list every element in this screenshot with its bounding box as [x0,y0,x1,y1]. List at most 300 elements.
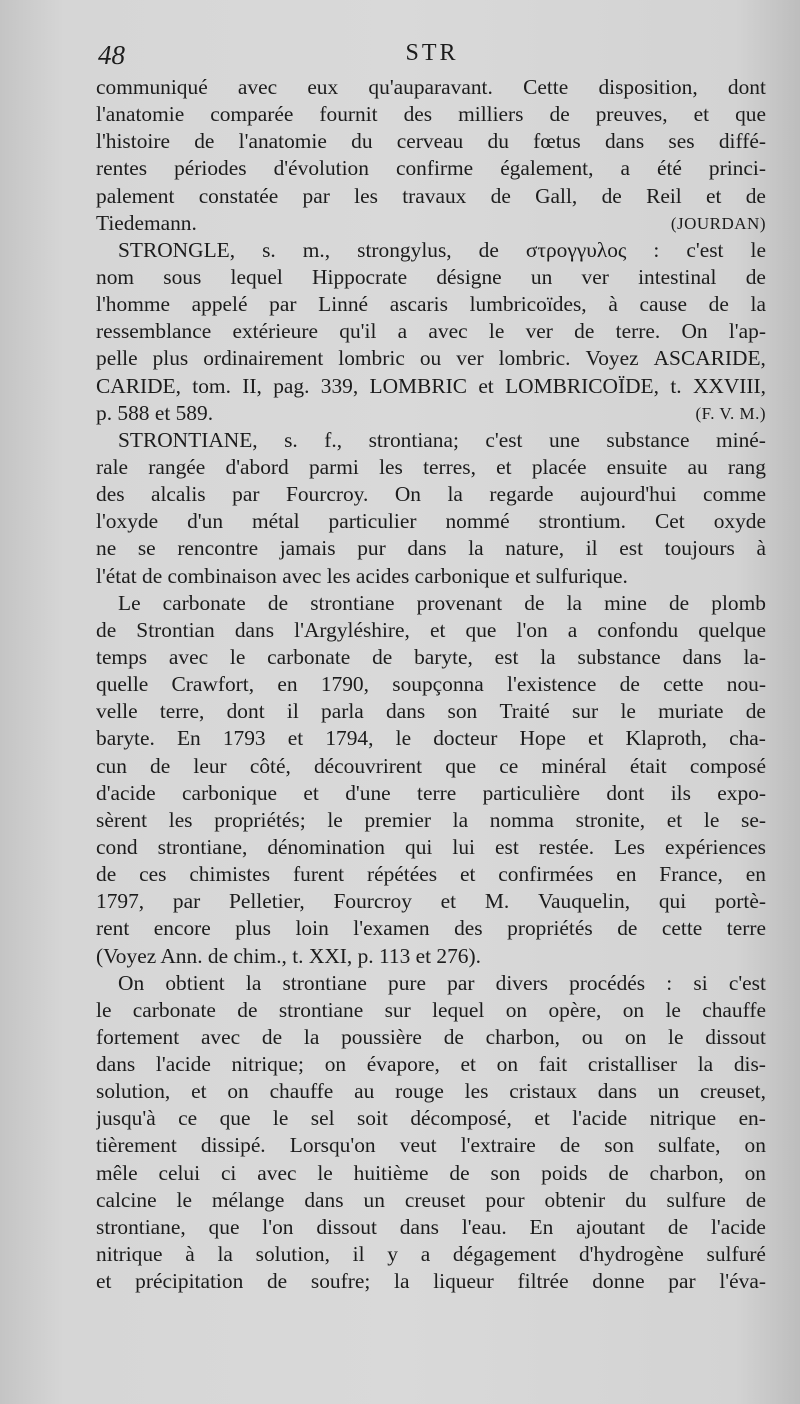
word: nitrique [649,1106,717,1131]
word: cun [96,753,127,778]
word: jusqu'à [96,1106,156,1131]
word: baryte, [414,644,473,669]
word: l'acide [710,1214,766,1239]
word: calcine [96,1187,157,1212]
word: des [403,102,433,127]
word: strontiane [278,997,364,1022]
word: dont [606,780,645,805]
word: les [379,454,403,479]
word: le [668,1024,684,1049]
word: ou [581,1024,604,1049]
word: l'éva- [719,1269,766,1294]
word: CARIDE, [96,373,181,398]
word: expo- [717,780,766,805]
word: de [549,102,570,127]
word: que [219,1106,251,1131]
word: On [118,970,145,995]
word: furent [293,862,345,887]
word: on [496,1052,519,1077]
text-line [96,861,766,888]
word: l'on [516,617,548,642]
word: 1794, [325,726,374,751]
word: a [420,1242,431,1267]
word: sulfuré [706,1242,766,1267]
word: périodes [174,156,247,181]
word: dissout [705,1024,766,1049]
word: fœtus [533,129,581,154]
word: le [96,997,112,1022]
word: de [267,590,289,615]
word: Voyez [585,346,639,371]
word: solution, [255,1242,330,1267]
word: dissout [316,1214,377,1239]
word: la [468,536,484,561]
word: d'acide [96,780,156,805]
word: Pelletier, [228,889,305,914]
word: de [745,183,766,208]
word: par [668,1269,696,1294]
word: désigne [436,264,502,289]
text-line [96,373,766,400]
word: creuset [404,1187,466,1212]
word: les [354,183,378,208]
word: de [478,237,499,262]
word: creuset, [700,1079,766,1104]
word: lequel [432,997,485,1022]
word: on [227,1079,249,1104]
word: obtient [165,970,225,995]
word: rencontre [177,536,259,561]
text-line [96,508,766,535]
word: diffé- [718,129,766,154]
word: et [440,889,457,914]
word: STRONTIANE, [118,427,258,452]
word: charbon, [485,1024,560,1049]
word: par [172,889,201,914]
word: ajoutant [576,1214,646,1239]
word: de [490,183,511,208]
word: de [372,644,393,669]
text-line [96,74,766,101]
word: nom [96,264,135,289]
word: découvrirent [313,753,423,778]
text-line [96,481,766,508]
word: confirmées [498,862,594,887]
word: son [447,699,478,724]
word: les [168,807,193,832]
word: jamais [279,536,336,561]
word: l'anatomie [96,102,185,127]
word: a [567,617,578,642]
word: rouge [395,1079,444,1104]
word: ver [581,264,609,289]
word: charbon, [649,1160,724,1185]
text-line-content: p. 588 et 589. [96,400,214,425]
text-line [96,155,766,182]
word: un [657,1079,680,1104]
word: et [459,862,476,887]
word: dissipé. [200,1133,266,1158]
text-line [96,535,766,562]
word: Crawfort, [171,672,255,697]
word: des [96,482,125,507]
word: En [176,726,201,751]
word: un [530,264,553,289]
word: sur [572,699,599,724]
word: au [354,1079,375,1104]
text-line [96,345,766,372]
word: de [261,1024,283,1049]
word: solution, [96,1079,171,1104]
word: et [666,807,683,832]
word: cette [661,916,703,941]
word: c'est [686,237,724,262]
word: cha- [729,726,766,751]
word: que [465,617,497,642]
word: alcalis [151,482,206,507]
text-line [96,671,766,698]
word: dans [96,1052,136,1077]
word: on [744,1160,766,1185]
word: cristalliser [587,1052,677,1077]
word: nitrique; [231,1052,304,1077]
word: terre [417,780,457,805]
word: plus [152,346,189,371]
word: rang [727,454,766,479]
word: rentes [96,156,148,181]
word: plus [235,916,271,941]
word: confirme [395,156,474,181]
word: avec [257,1160,297,1185]
text-line [96,1268,766,1295]
word: la [217,1242,233,1267]
word: dans [604,129,645,154]
text-line [96,590,766,617]
running-head: STR [405,40,459,66]
word: quelque [698,617,766,642]
word: strontium. [538,509,626,534]
word: avec [428,319,468,344]
word: si [693,970,708,995]
word: ascaris [389,292,448,317]
word: le [620,699,636,724]
word: l'acide [572,1106,628,1131]
word: m., [302,237,331,262]
word: En [529,1214,554,1239]
word: premier [364,807,431,832]
text-line [96,1132,766,1159]
word: le [703,807,720,832]
word: Cette [523,75,569,99]
word: de [608,1160,629,1185]
word: en [616,862,637,887]
word: strontiana; [368,427,459,452]
word: t. [670,373,682,398]
word: Cet [654,509,685,534]
word: de [559,1133,581,1158]
text-line [96,698,766,725]
text-line [96,101,766,128]
word: portè- [714,889,766,914]
entry-headword-line [96,427,766,454]
word: LOMBRICOÏDE, [505,373,659,398]
word: ressemblance [96,319,212,344]
word: avec [237,75,278,99]
word: qu'il [339,319,377,344]
text-line: l'état de combinaison avec les acides carbonique et sulfurique. [96,563,628,588]
word: précipitation [135,1269,244,1294]
word: donne [592,1269,645,1294]
article-text [96,74,766,1295]
word: pelle [96,346,138,371]
word: nomma [489,807,554,832]
word: palement [96,183,175,208]
word: c'est [485,427,523,452]
word: soit [356,1106,388,1131]
word: de [449,1160,470,1185]
word: on [622,997,645,1022]
word: sèrent [96,807,148,832]
word: appelé [191,292,248,317]
word: dans [399,1214,440,1239]
word: ASCARIDE, [653,346,766,371]
word: du [625,1187,647,1212]
word: poids [541,1160,588,1185]
word: propriétés; [214,807,306,832]
word: par [447,970,475,995]
word: le [272,1106,289,1131]
word: cond [96,834,138,859]
text-line [96,128,766,155]
word: comme [703,482,766,507]
word: confondu [597,617,679,642]
word: du [487,129,509,154]
word: nature, [505,536,565,561]
text-line [96,264,766,291]
word: oxyde [713,509,766,534]
word: intestinal [638,264,717,289]
word: chauffe [702,997,766,1022]
word: ses [668,129,695,154]
word: se [137,536,156,561]
author-signature: (F. V. M.) [695,403,766,423]
word: évapore, [366,1052,440,1077]
word: on [505,997,528,1022]
text-line [96,400,766,427]
word: ne [96,536,117,561]
word: la [447,482,463,507]
word: ver [456,346,484,371]
word: a [620,156,630,181]
word: cette [663,672,704,697]
word: le [317,1160,333,1185]
word: substance [606,427,690,452]
word: et [191,1079,207,1104]
word: eux [307,75,339,99]
word: et [478,373,494,398]
word: de [708,292,729,317]
word: mélange [211,1187,285,1212]
word: ces [139,862,167,887]
text-line [96,807,766,834]
word: la [540,644,556,669]
word: M. [484,889,510,914]
word: qui [405,834,433,859]
word: ils [670,780,691,805]
word: terre, [159,699,205,724]
word: de [194,129,215,154]
word: strontiane [310,590,395,615]
word: stronite, [575,807,646,832]
word: que [445,753,477,778]
word: extérieure [232,319,318,344]
word: carbonate [132,997,216,1022]
word: de [96,617,117,642]
word: cerveau [396,129,464,154]
text-line [96,454,766,481]
word: cause [639,292,687,317]
word: Gall, [535,183,578,208]
word: de [266,1269,288,1294]
word: décomposé, [410,1106,512,1131]
word: placée [531,454,587,479]
word: au [687,454,708,479]
word: soufre; [310,1269,371,1294]
word: la [452,807,469,832]
word: mêle [96,1160,138,1185]
word: substance [577,644,661,669]
word: par [232,482,260,507]
word: par [302,183,330,208]
word: la [750,292,766,317]
word: dans [407,536,447,561]
word: : [653,237,660,262]
word: divers [495,970,548,995]
word: en- [738,1106,766,1131]
word: terre [726,916,766,941]
word: chauffe [269,1079,334,1104]
word: à [756,536,766,561]
word: avec [200,1024,241,1049]
word: l'histoire [96,129,170,154]
word: sulfate, [658,1133,721,1158]
word: nommé [445,509,510,534]
word: la [303,1024,320,1049]
word: mine [604,590,647,615]
page-header [98,40,766,70]
word: l'anatomie [238,129,327,154]
word: y [387,1242,398,1267]
word: l'Argyléshire, [294,617,410,642]
text-line [96,617,766,644]
word: Linné [318,292,369,317]
word: constatée [198,183,279,208]
word: et [303,780,319,805]
word: pur [357,536,386,561]
text-line [96,1078,766,1105]
word: il [352,1242,365,1267]
word: ou [419,346,442,371]
word: Fourcroy. [285,482,369,507]
word: l'ap- [728,319,766,344]
word: dans [682,644,722,669]
word: dénomination [267,834,385,859]
text-line [96,1051,766,1078]
word: XXVIII, [692,373,766,398]
word: pag. [273,373,310,398]
word: l'oxyde [96,509,159,534]
word: preuves, [595,102,668,127]
word: dont [727,75,766,99]
word: et [706,183,722,208]
word: rangée [148,454,206,479]
word: dans [304,1187,344,1212]
word: d'évolution [273,156,369,181]
word: de [617,916,638,941]
word: provenant [416,590,503,615]
word: dans [597,1079,637,1104]
text-line [96,1105,766,1132]
word: On [681,319,708,344]
word: On [394,482,421,507]
word: que [208,1214,240,1239]
word: d'une [345,780,391,805]
word: s. [262,237,276,262]
word: par [269,292,297,317]
word: Hope [519,726,566,751]
word: le [488,319,505,344]
word: Les [614,834,645,859]
word: strongylus, [357,237,452,262]
word: regarde [489,482,554,507]
word: qui [658,889,687,914]
word: la [566,590,582,615]
word: 1793 [222,726,266,751]
word: ensuite [606,454,668,479]
text-line [96,1187,766,1214]
word: tom. [192,373,231,398]
text-line [96,291,766,318]
text-line [96,210,766,237]
word: qu'auparavant. [368,75,493,99]
word: de [619,672,640,697]
word: Traité [499,699,550,724]
word: on [624,1024,647,1049]
word: στρογγυλος [525,237,627,262]
word: velle [96,699,138,724]
word: été [656,156,682,181]
word: de [668,590,690,615]
word: princi- [708,156,766,181]
word: nou- [726,672,766,697]
word: opère, [548,997,602,1022]
word: terre. [615,319,661,344]
word: on [324,1052,347,1077]
word: leur [193,753,227,778]
word: lombric [338,346,405,371]
word: LOMBRIC [369,373,467,398]
word: du [351,129,373,154]
word: et [693,102,710,127]
word: d'abord [225,454,289,479]
word: carbonate [267,644,351,669]
word: STRONGLE, [118,237,236,262]
text-line [96,725,766,752]
word: restée. [538,834,595,859]
word: dis- [733,1052,766,1077]
text-line-content: Tiedemann. [96,210,197,235]
word: à [608,292,618,317]
